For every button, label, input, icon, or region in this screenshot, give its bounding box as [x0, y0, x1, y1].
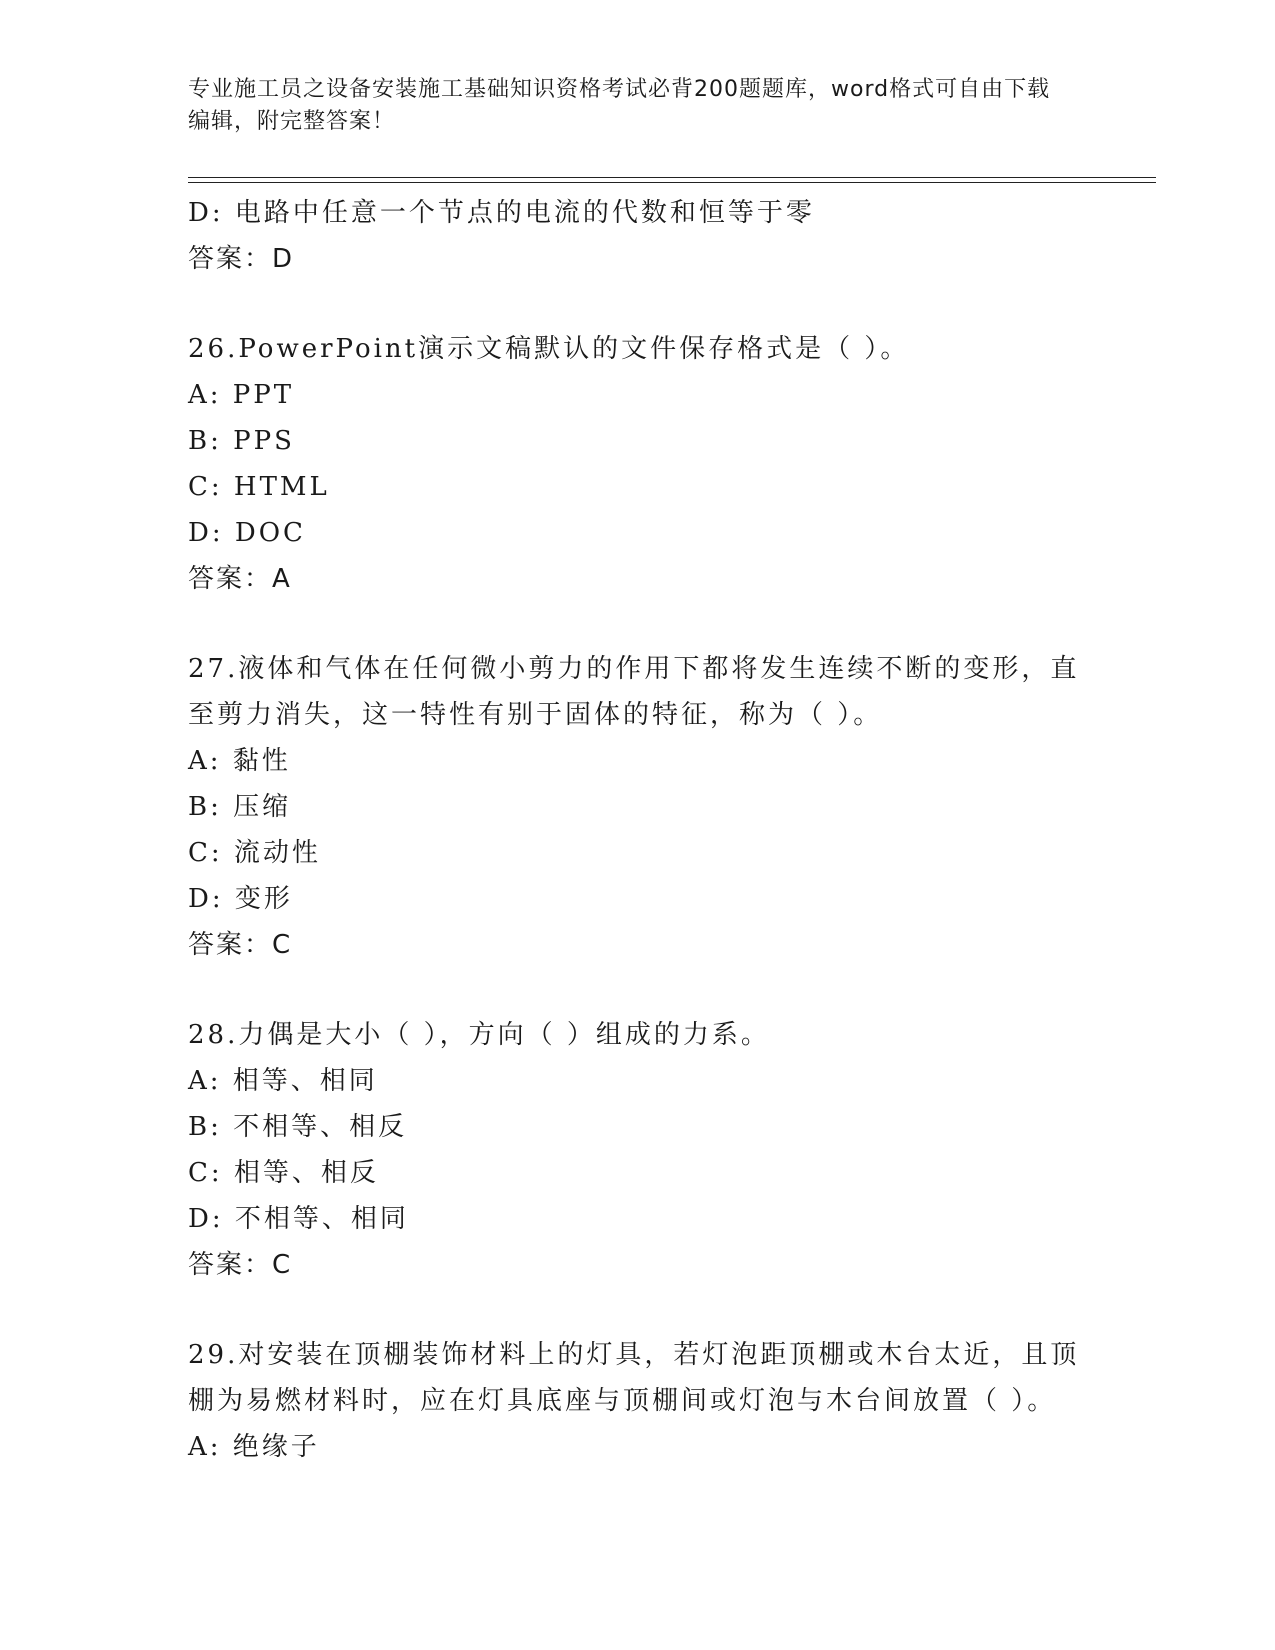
answer-line: 答案：A [188, 564, 292, 594]
option-b: B: 压缩 [188, 792, 292, 822]
option-a: A: PPT [188, 380, 295, 410]
question-26 [188, 326, 1088, 602]
answer-line: 答案：C [188, 1250, 293, 1280]
question-text: 26.PowerPoint演示文稿默认的文件保存格式是（ ）。 [188, 334, 910, 364]
question-29 [188, 1332, 1088, 1470]
header-divider-bottom [188, 182, 1156, 183]
option-d: D: DOC [188, 518, 306, 548]
answer-line: 答案：C [188, 930, 293, 960]
option-d: D: 电路中任意一个节点的电流的代数和恒等于零 [188, 198, 815, 228]
option-b: B: 不相等、相反 [188, 1112, 408, 1142]
question-text-line-1: 27.液体和气体在任何微小剪力的作用下都将发生连续不断的变形，直 [188, 654, 1080, 684]
question-list [188, 190, 1088, 1470]
question-28 [188, 1012, 1088, 1288]
option-a: A: 黏性 [188, 746, 291, 776]
option-a: A: 相等、相同 [188, 1066, 378, 1096]
question-text: 28.力偶是大小（ ），方向（ ）组成的力系。 [188, 1020, 770, 1050]
question-text-line-2: 棚为易燃材料时，应在灯具底座与顶棚间或灯泡与木台间放置（ ）。 [188, 1386, 1057, 1416]
option-d: D: 不相等、相同 [188, 1204, 409, 1234]
option-b: B: PPS [188, 426, 295, 456]
document-header: 专业施工员之设备安装施工基础知识资格考试必背200题题库，word格式可自由下载编辑，附完整答案！ [188, 77, 1051, 134]
option-a: A: 绝缘子 [188, 1432, 320, 1462]
header-divider-top [188, 177, 1156, 178]
question-27 [188, 646, 1088, 968]
answer-line: 答案：D [188, 244, 295, 274]
option-d: D: 变形 [188, 884, 293, 914]
question-text-line-1: 29.对安装在顶棚装饰材料上的灯具，若灯泡距顶棚或木台太近，且顶 [188, 1340, 1080, 1370]
option-c: C: 相等、相反 [188, 1158, 379, 1188]
option-c: C: HTML [188, 472, 330, 502]
option-c: C: 流动性 [188, 838, 321, 868]
question-text-line-2: 至剪力消失，这一特性有别于固体的特征，称为（ ）。 [188, 700, 883, 730]
